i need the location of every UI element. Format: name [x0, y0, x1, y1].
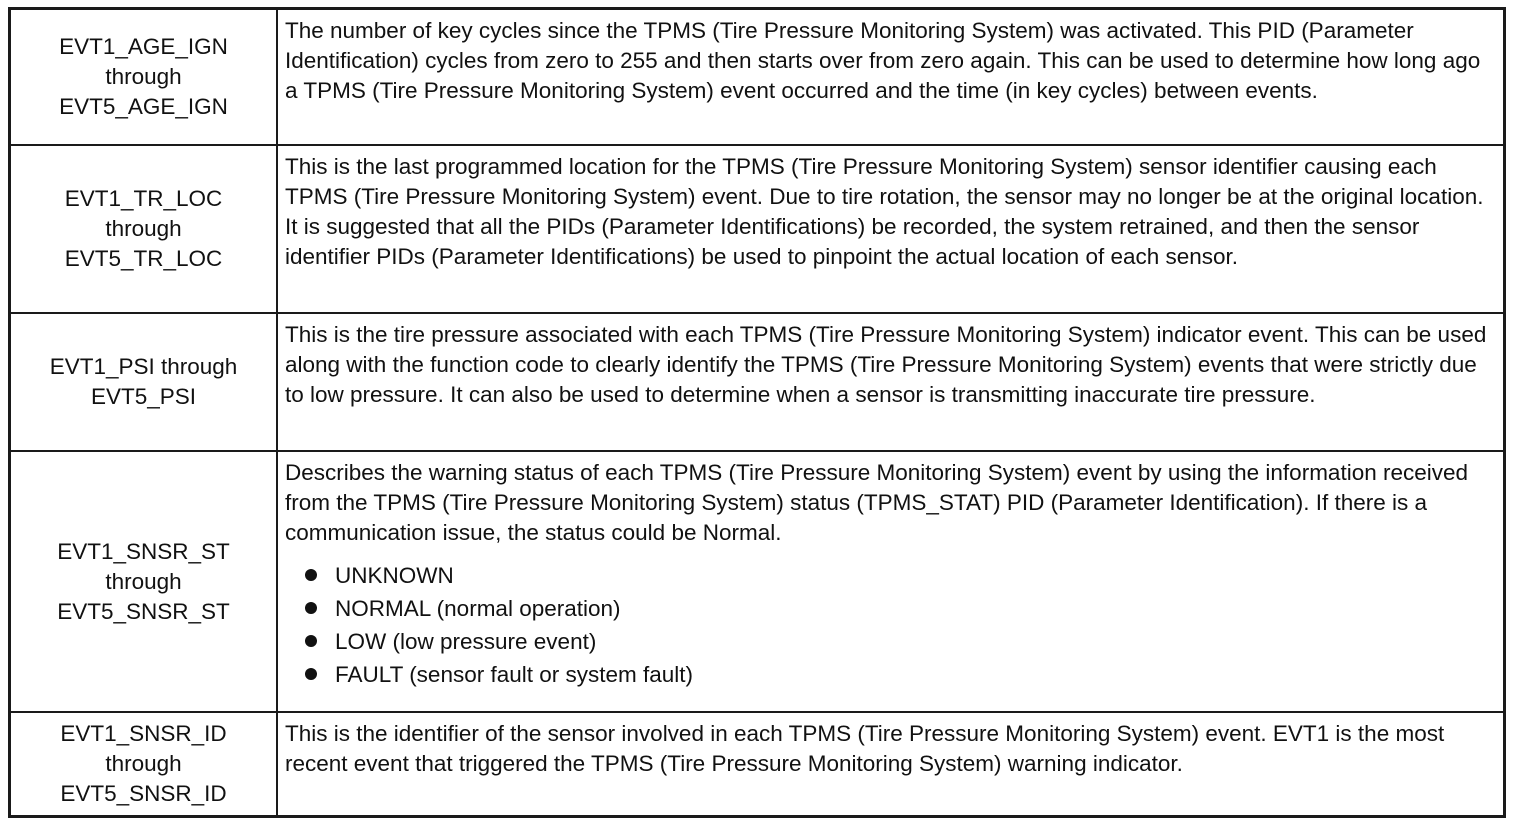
pid-name-line: EVT5_SNSR_ID: [60, 781, 227, 806]
pid-description-table: [8, 7, 1506, 818]
pid-name-line: EVT5_AGE_IGN: [59, 94, 228, 119]
pid-cell: [11, 146, 278, 314]
status-list: [285, 559, 1497, 691]
bullet-dot-icon: [305, 635, 317, 647]
description-cell: [278, 314, 1503, 452]
pid-name-line: EVT1_AGE_IGN: [59, 34, 228, 59]
pid-name-line: EVT1_TR_LOC: [64, 186, 223, 211]
list-item: [303, 625, 1497, 658]
pid-name-line: EVT5_SNSR_ST: [57, 598, 230, 624]
pid-cell: [11, 314, 278, 452]
pid-name-line: EVT5_PSI: [90, 384, 197, 409]
bullet-dot-icon: [305, 569, 317, 581]
bullet-dot-icon: [305, 602, 317, 614]
list-item-label: UNKNOWN: [335, 563, 454, 588]
list-item: [303, 592, 1497, 625]
description-text: This is the tire pressure associated with each TPMS (Tire Pressure Monitoring System) indicator event. This can be used along with the function code to clearly identify the TPMS (Tire Pressure Monitoring System) events that were strictly due to low pressure. It can also be used to determine when a sensor is transmitting inaccurate tire pressure.: [285, 322, 1487, 407]
description-cell: [278, 713, 1503, 815]
pid-name-line: through: [105, 568, 182, 594]
description-cell: [278, 146, 1503, 314]
pid-name-line: EVT5_TR_LOC: [64, 246, 223, 271]
pid-cell: [11, 10, 278, 146]
list-item: [303, 559, 1497, 592]
description-text: The number of key cycles since the TPMS (Tire Pressure Monitoring System) was activated. This PID (Parameter Identification) cycles from zero to 255 and then starts over from zero again. This can be used to determine how long ago a TPMS (Tire Pressure Monitoring System) event occurred and the time (in key cycles) between events.: [285, 18, 1481, 103]
pid-cell: [11, 713, 278, 815]
description-text: Describes the warning status of each TPMS (Tire Pressure Monitoring System) event by using the information received from the TPMS (Tire Pressure Monitoring System) status (TPMS_STAT) PID (Parameter Identification). If there is a communication issue, the status could be Normal.: [285, 460, 1469, 545]
list-item-label: FAULT (sensor fault or system fault): [335, 662, 694, 687]
pid-name-line: through: [105, 751, 182, 776]
pid-cell: [11, 452, 278, 713]
description-text: This is the last programmed location for the TPMS (Tire Pressure Monitoring System) sensor identifier causing each TPMS (Tire Pressure Monitoring System) event. Due to tire rotation, the sensor may no longer be at the original location. It is suggested that all the PIDs (Parameter Identifications) be recorded, the system retrained, and then the sensor identifier PIDs (Parameter Identifications) be used to pinpoint the actual location of each sensor.: [285, 154, 1484, 269]
list-item-label: NORMAL (normal operation): [335, 596, 621, 621]
description-cell: [278, 10, 1503, 146]
description-text: This is the identifier of the sensor involved in each TPMS (Tire Pressure Monitoring System) event. EVT1 is the most recent event that triggered the TPMS (Tire Pressure Monitoring System) warning indicator.: [285, 721, 1445, 776]
bullet-dot-icon: [305, 668, 317, 680]
list-item: [303, 658, 1497, 691]
pid-name-line: through: [105, 216, 182, 241]
list-item-label: LOW (low pressure event): [335, 629, 597, 654]
description-cell: [278, 452, 1503, 713]
pid-name-line: through: [105, 64, 182, 89]
pid-name-line: EVT1_SNSR_ST: [57, 538, 230, 564]
pid-name-line: EVT1_SNSR_ID: [60, 721, 227, 746]
pid-name-line: EVT1_PSI through: [49, 354, 238, 379]
